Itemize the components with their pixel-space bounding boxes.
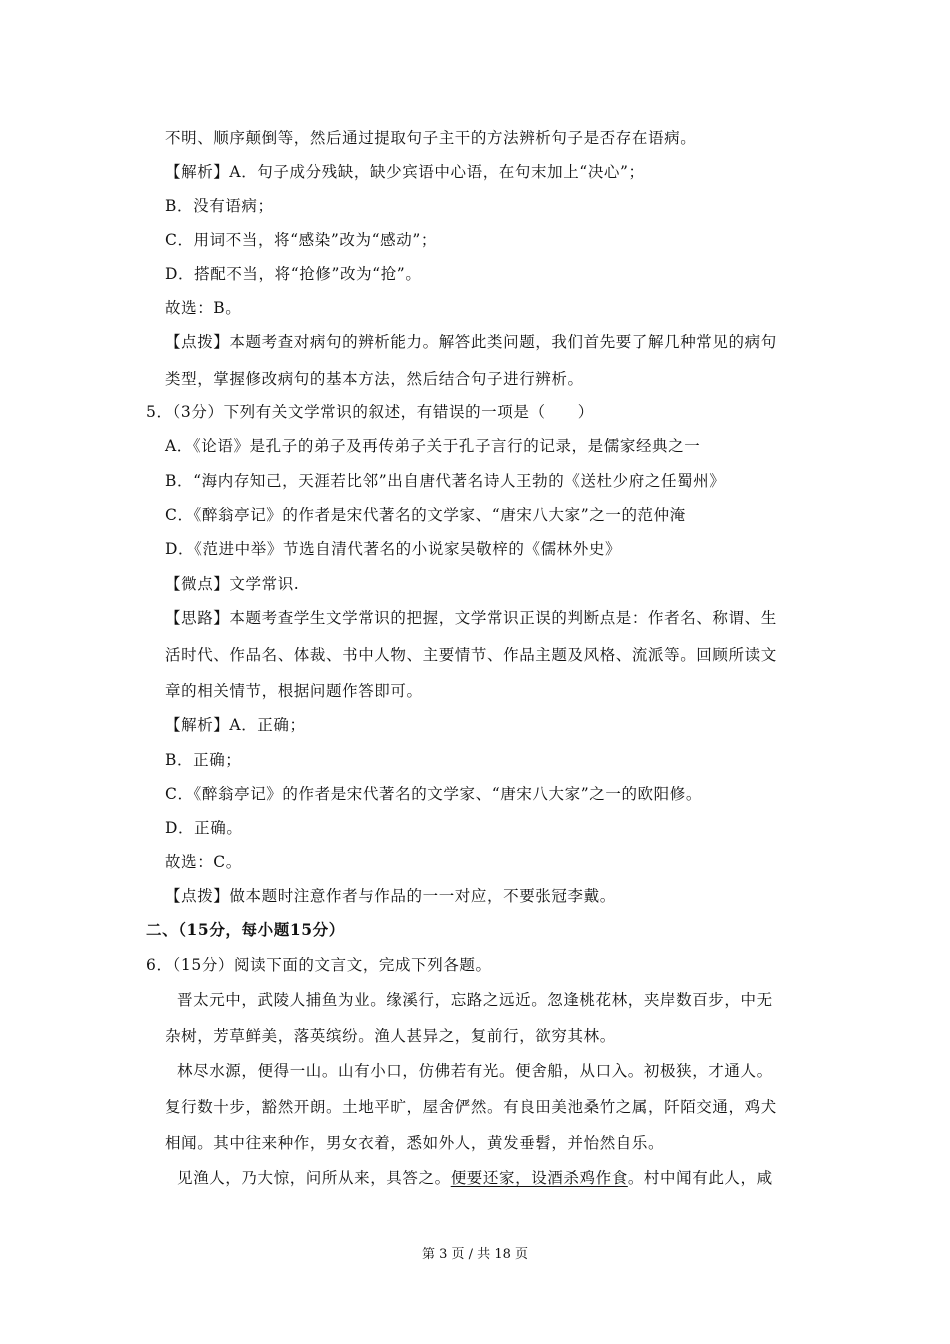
text-line: D．正确。	[165, 819, 243, 837]
option-a: A．《论语》是孔子的弟子及再传弟子关于孔子言行的记录，是儒家经典之一	[165, 437, 701, 455]
text-line: 章的相关情节，根据问题作答即可。	[165, 682, 423, 700]
text-line: 【点拨】本题考查对病句的辨析能力。解答此类问题，我们首先要了解几种常见的病句	[165, 333, 777, 351]
passage-line: 相闻。其中往来种作，男女衣着，悉如外人，黄发垂髫，并怡然自乐。	[165, 1134, 665, 1152]
passage-text: 。村中闻有此人，咸	[627, 1169, 773, 1187]
text-line: B．正确；	[165, 751, 242, 769]
option-b: B．“海内存知己，天涯若比邻”出自唐代著名诗人王勃的《送杜少府之任蜀州》	[165, 472, 726, 490]
text-line: 不明、顺序颠倒等，然后通过提取句子主干的方法辨析句子是否存在语病。	[165, 129, 697, 147]
passage-line	[177, 1168, 773, 1188]
option-c: C．《醉翁亭记》的作者是宋代著名的文学家、“唐宋八大家”之一的范仲淹	[165, 506, 686, 524]
underlined-sentence: 便要还家，设酒杀鸡作食	[450, 1169, 628, 1187]
option-d: D．《范进中举》节选自清代著名的小说家吴敬梓的《儒林外史》	[165, 540, 622, 558]
text-line: 【点拨】做本题时注意作者与作品的一一对应，不要张冠李戴。	[165, 887, 616, 905]
question-6-stem: 6．（15分）阅读下面的文言文，完成下列各题。	[146, 956, 492, 974]
text-line: 【思路】本题考查学生文学常识的把握，文学常识正误的判断点是：作者名、称谓、生	[165, 609, 777, 627]
text-line: C．《醉翁亭记》的作者是宋代著名的文学家、“唐宋八大家”之一的欧阳修。	[165, 785, 702, 803]
page-footer: 第 3 页 / 共 18 页	[422, 1247, 528, 1262]
passage-line: 复行数十步，豁然开朗。土地平旷，屋舍俨然。有良田美池桑竹之属，阡陌交通，鸡犬	[165, 1098, 777, 1116]
text-line: 故选：C。	[165, 853, 242, 871]
text-line: B．没有语病；	[165, 197, 274, 215]
text-line: D．搭配不当，将“抢修”改为“抢”。	[165, 265, 422, 283]
text-line: 活时代、作品名、体裁、书中人物、主要情节、作品主题及风格、流派等。回顾所读文	[165, 646, 777, 664]
text-line: 【解析】A．正确；	[165, 716, 306, 734]
text-line: 故选：B。	[165, 299, 242, 317]
section-heading: 二、（15分，每小题15分）	[146, 920, 345, 939]
text-line: C．用词不当，将“感染”改为“感动”；	[165, 231, 437, 249]
text-line: 类型，掌握修改病句的基本方法，然后结合句子进行辨析。	[165, 370, 584, 388]
text-line: 【解析】A．句子成分残缺，缺少宾语中心语，在句末加上“决心”；	[165, 163, 645, 181]
passage-line: 杂树，芳草鲜美，落英缤纷。渔人甚异之，复前行，欲穷其林。	[165, 1027, 616, 1045]
passage-text: 见渔人，乃大惊，问所从来，具答之。	[177, 1169, 451, 1187]
passage-line: 林尽水源，便得一山。山有小口，仿佛若有光。便舍船，从口入。初极狭，才通人。	[177, 1062, 773, 1080]
passage-line: 晋太元中，武陵人捕鱼为业。缘溪行，忘路之远近。忽逢桃花林，夹岸数百步，中无	[177, 991, 773, 1009]
question-5-stem: 5．（3分）下列有关文学常识的叙述，有错误的一项是（ ）	[146, 403, 594, 421]
text-line: 【微点】文学常识.	[165, 575, 300, 593]
